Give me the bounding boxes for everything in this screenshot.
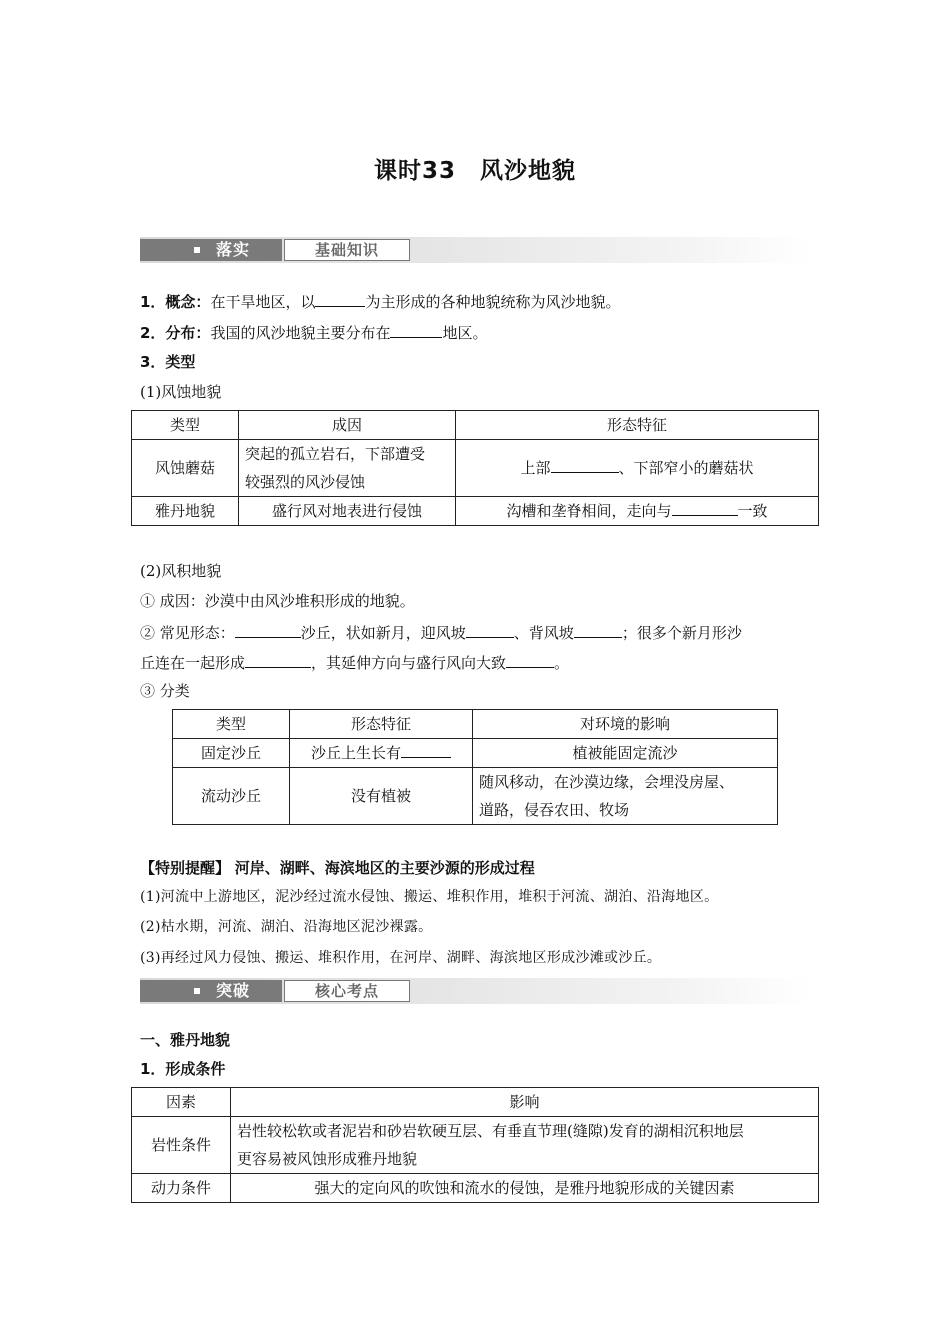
blank: [506, 651, 554, 668]
erosion-table: [131, 410, 819, 526]
table-row: 固定沙丘 沙丘上生长有 植被能固定流沙: [173, 739, 778, 768]
blank: [235, 621, 301, 638]
distribution-line: 2．分布：我国的风沙地貌主要分布在 地区。: [140, 321, 487, 343]
square-icon: [194, 988, 200, 994]
blank: [401, 741, 451, 758]
part1-sub: 1．形成条件: [140, 1060, 226, 1078]
erosion-heading: (1)风蚀地貌: [140, 383, 222, 401]
tip-heading: 【特别提醒】 河岸、湖畔、海滨地区的主要沙源的形成过程: [140, 859, 535, 877]
blank: [466, 621, 514, 638]
table-row: 因素 影响: [132, 1088, 819, 1117]
blank: [574, 621, 622, 638]
table-row: 动力条件 强大的定向风的吹蚀和流水的侵蚀，是雅丹地貌形成的关键因素: [132, 1174, 819, 1203]
section-banner-basics: 落实 基础知识: [140, 237, 810, 263]
concept-line: 1．概念：在干旱地区，以 为主形成的各种地貌统称为风沙地貌。: [140, 290, 620, 312]
section-banner-core: 突破 核心考点: [140, 978, 810, 1004]
blank: [551, 456, 619, 473]
dune-table: [172, 709, 778, 825]
square-icon: [194, 247, 200, 253]
table-row: 流动沙丘 没有植被 随风移动，在沙漠边缘，会埋没房屋、 道路，侵吞农田、牧场: [173, 768, 778, 825]
blank: [672, 499, 738, 516]
table-row: 雅丹地貌 盛行风对地表进行侵蚀 沟槽和垄脊相间，走向与 一致: [132, 497, 819, 526]
deposit-forms-line1: ② 常见形态： 沙丘，状如新月，迎风坡 、背风坡 ；很多个新月形沙: [140, 621, 742, 643]
deposit-classify: ③ 分类: [140, 682, 190, 700]
deposit-forms-line2: 丘连在一起形成 ，其延伸方向与盛行风向大致 。: [140, 651, 569, 673]
tip-line-3: (3)再经过风力侵蚀、搬运、堆积作用，在河岸、湖畔、海滨地区形成沙滩或沙丘。: [140, 950, 662, 966]
blank: [245, 651, 311, 668]
blank: [315, 290, 365, 307]
page-title: 课时33 风沙地貌: [373, 158, 576, 184]
table-row: 岩性条件 岩性较松软或者泥岩和砂岩软硬互层、有垂直节理(缝隙)发育的湖相沉积地层 更容易被风蚀形成雅丹地貌: [132, 1117, 819, 1174]
table-row: 类型 形态特征 对环境的影响: [173, 710, 778, 739]
tip-line-2: (2)枯水期，河流、湖泊、沿海地区泥沙裸露。: [140, 919, 433, 935]
table-row: 风蚀蘑菇 突起的孤立岩石，下部遭受 较强烈的风沙侵蚀 上部 、下部窄小的蘑菇状: [132, 440, 819, 497]
deposit-cause: ① 成因：沙漠中由风沙堆积形成的地貌。: [140, 592, 415, 610]
tip-line-1: (1)河流中上游地区，泥沙经过流水侵蚀、搬运、堆积作用，堆积于河流、湖泊、沿海地区。: [140, 889, 719, 905]
deposit-heading: (2)风积地貌: [140, 562, 222, 580]
part1-heading: 一、雅丹地貌: [140, 1031, 231, 1049]
yardang-table: [131, 1087, 819, 1203]
table-row: 类型 成因 形态特征: [132, 411, 819, 440]
blank: [390, 321, 442, 338]
types-heading: 3．类型: [140, 353, 196, 371]
